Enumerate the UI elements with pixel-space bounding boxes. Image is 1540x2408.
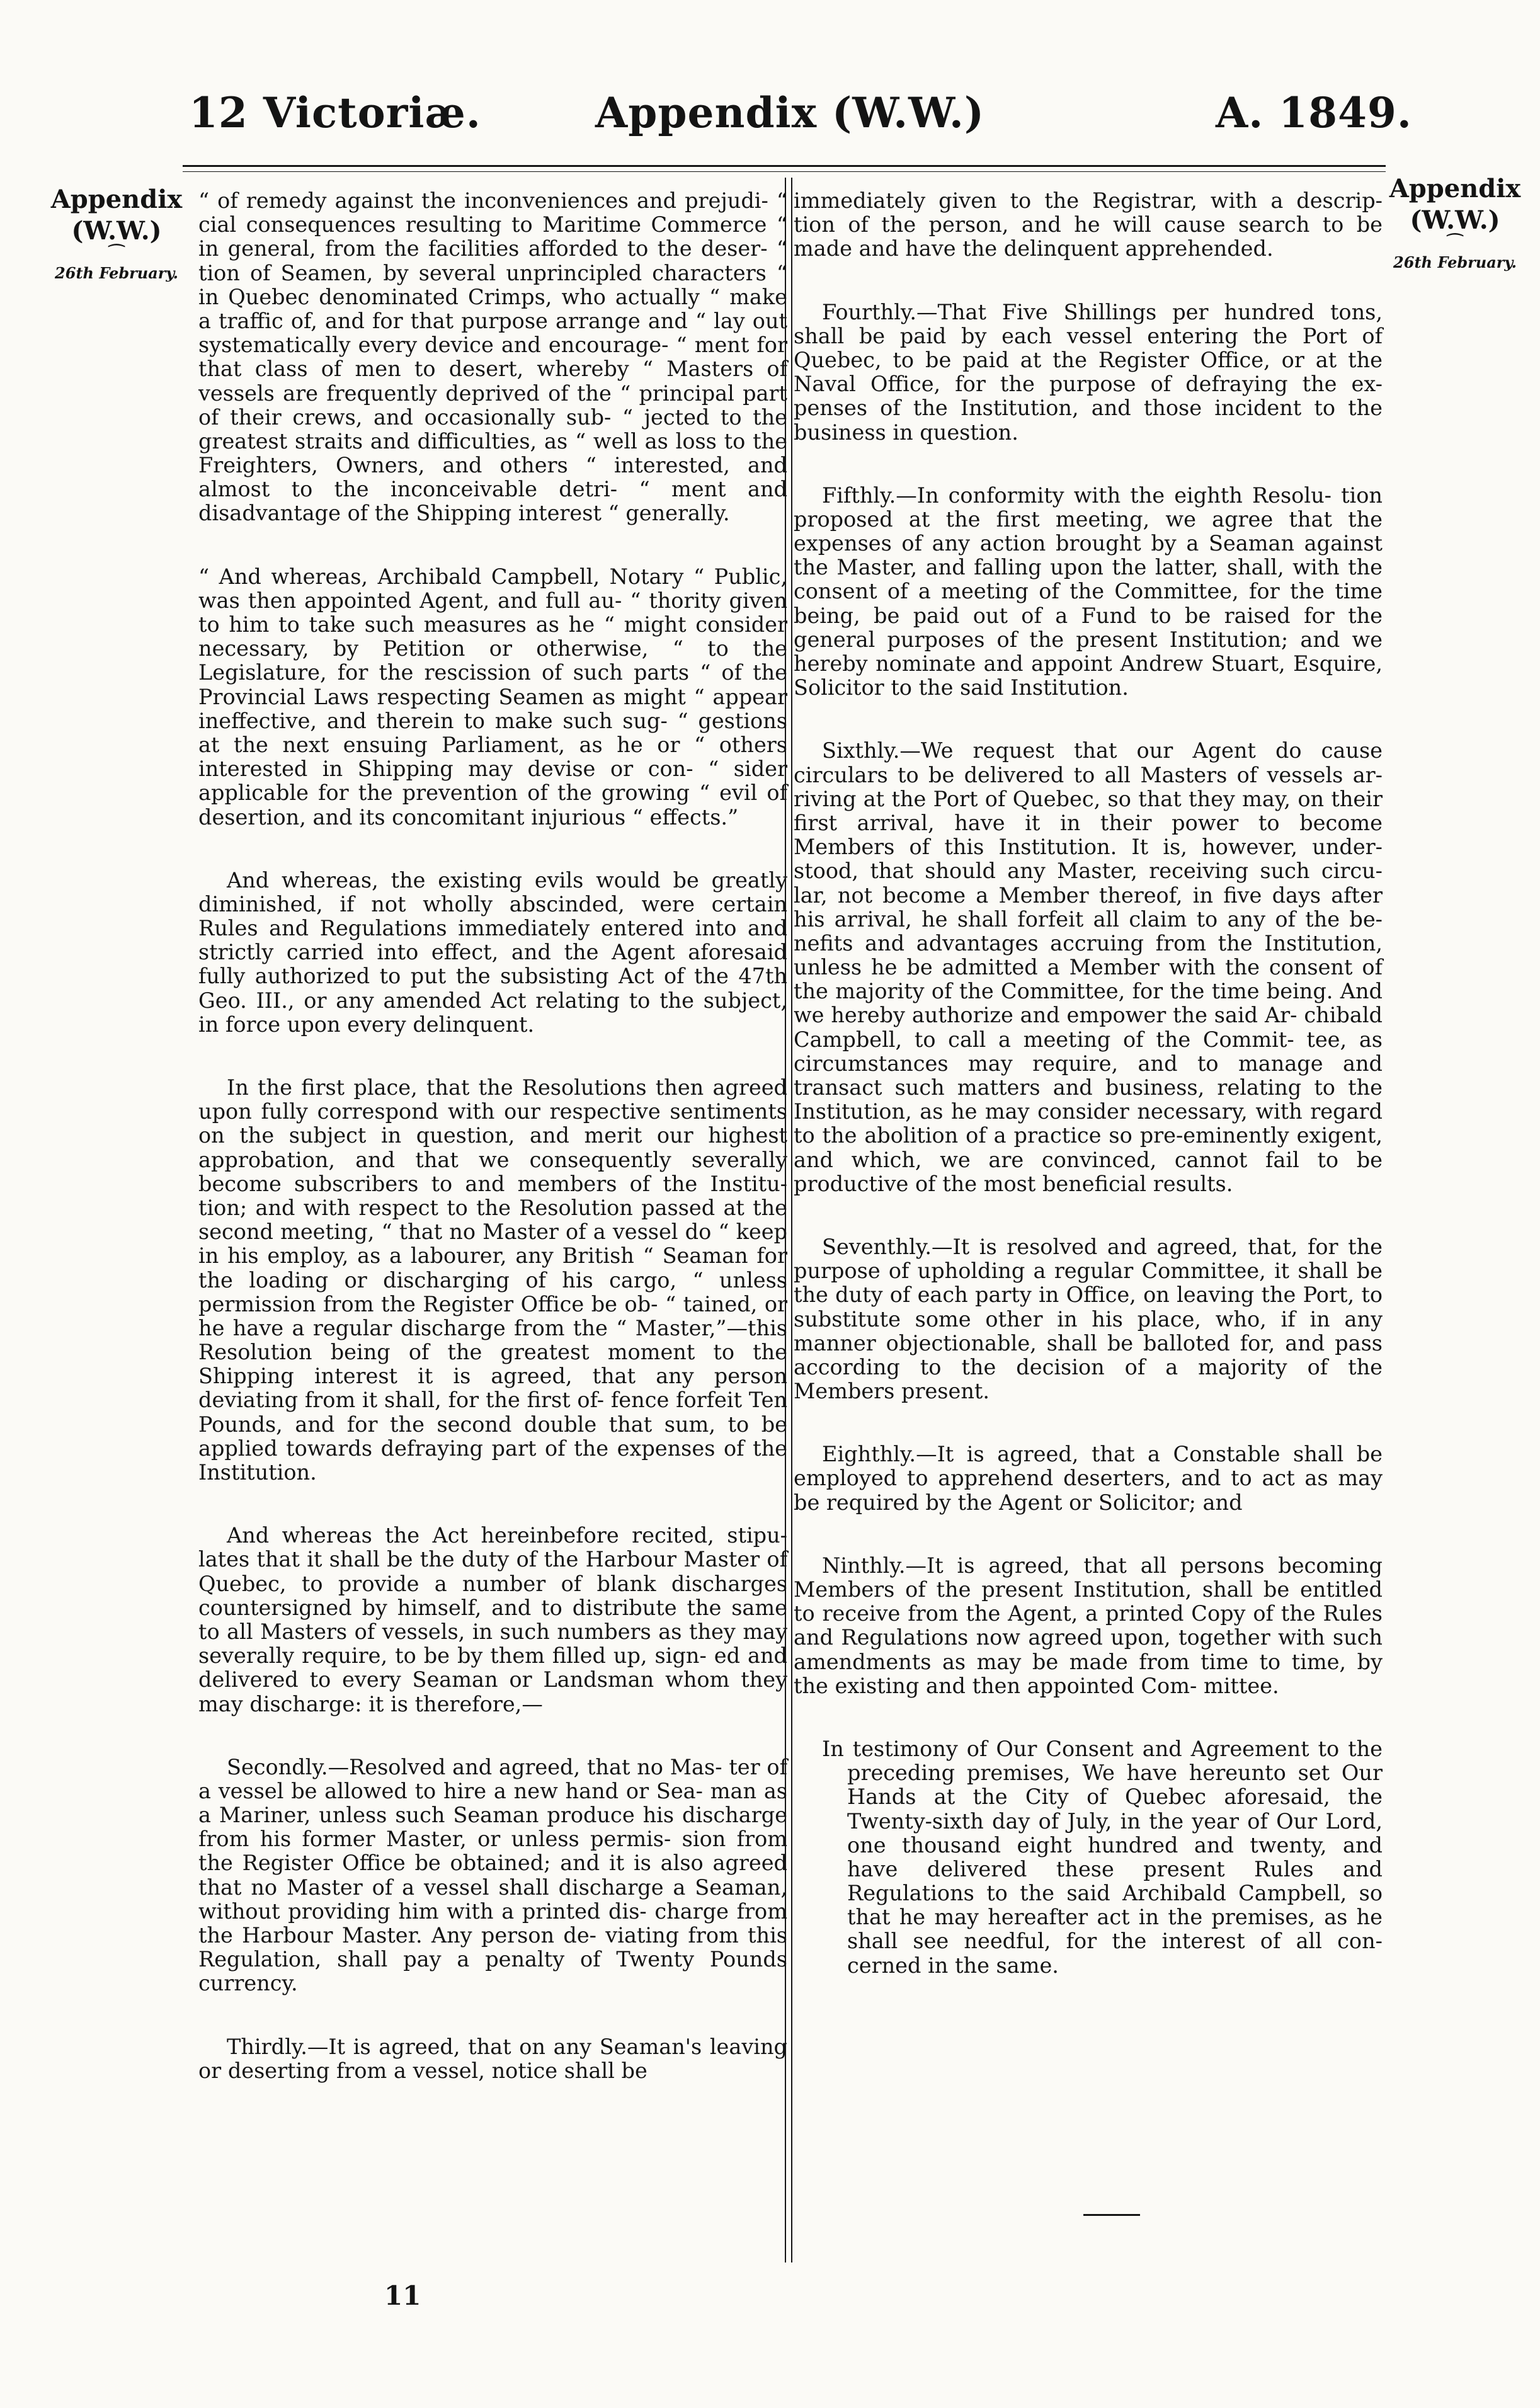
margin-note-right	[1383, 173, 1527, 271]
paragraph-agent-quote: “ And whereas, Archibald Campbell, Notary “ Public, was then appointed Agent, and full au- “ thority given to him to take such measures as he “ might consider necessary, by Petition or otherwise, “ to the Legislature, for the rescission of such parts “ of the Provincial Laws respecting Seamen as might “ appear ineffective, and therein to make such sug- “ gestions at the next ensuing Parliament, as he or “ others interested in Shipping may devise or con- “ sider applicable for the prevention of the growing “ evil of desertion, and its concomitant injurious “ effects.”	[198, 564, 787, 830]
margin-flourish-icon: ⁀	[108, 244, 125, 266]
column-divider-right	[791, 178, 792, 2262]
margin-note-subtitle: (W.W.)	[1410, 205, 1500, 235]
header-rule-bottom	[183, 171, 1386, 172]
closing-rule	[1083, 2214, 1140, 2216]
margin-flourish-icon: ⁀	[1447, 234, 1463, 256]
paragraph-fifthly: Fifthly.—In conformity with the eighth Resolu- tion proposed at the first meeting, we agree that the expenses of any action brought by a Seaman against the Master, and falling upon the latter, shall, with the consent of a meeting of the Committee, for the time being, be paid out of a Fund to be raised for the general purposes of the present Institution; and we hereby nominate and appoint Andrew Stuart, Esquire, Solicitor to the said Institution.	[794, 482, 1383, 700]
paragraph-sixthly: Sixthly.—We request that our Agent do cause circulars to be delivered to all Masters of vessels ar- riving at the Port of Quebec, so that they may, on their first arrival, have it in their power to become Members of this Institution. It is, however, under- stood, that should any Master, receiving such circu- lar, not become a Member thereof, in five days after his arrival, he shall forfeit all claim to any of the be- nefits and advantages accruing from the Institution, unless he be admitted a Member with the consent of the majority of the Committee, for the time being. And we hereby authorize and empower the said Ar- chibald Campbell, to call a meeting of the Commit- tee, as circumstances may require, and to manage and transact such matters and business, relating to the Institution, as he may consider necessary, with regard to the abolition of a practice so pre-eminently exigent, and which, we are convinced, cannot fail to be productive of the most beneficial results.	[794, 738, 1383, 1196]
paragraph-act-recited: And whereas the Act hereinbefore recited, stipu- lates that it shall be the duty of the Harbour Master of Quebec, to provide a number of blank discharges countersigned by himself, and to distribute the same to all Masters of vessels, in such numbers as they may severally require, to be by them filled up, sign- ed and delivered to every Seaman or Landsman whom they may discharge: it is therefore,—	[198, 1523, 787, 1716]
paragraph-seventhly: Seventhly.—It is resolved and agreed, that, for the purpose of upholding a regular Committee, it shall be the duty of each party in Office, on leaving the Port, to substitute some other in his place, who, if in any manner objectionable, shall be balloted for, and pass according to the decision of a majority of the Members present.	[794, 1234, 1383, 1404]
header-rule-top	[183, 165, 1386, 167]
right-column	[794, 189, 1383, 1978]
margin-note-date: 26th February.	[1393, 253, 1517, 271]
left-column	[198, 189, 787, 2083]
margin-note-left	[44, 184, 189, 282]
page-number: 11	[384, 2280, 421, 2311]
paragraph-thirdly: Thirdly.—It is agreed, that on any Seaman's leaving or deserting from a vessel, notice shall be	[198, 2034, 787, 2083]
paragraph-testimony: In testimony of Our Consent and Agreement to the preceding premises, We have hereunto set Our Hands at the City of Quebec aforesaid, the Twenty-sixth day of July, in the year of Our Lord, one thousand eight hundred and twenty, and have delivered these present Rules and Regulations to the said Archibald Campbell, so that he may hereafter act in the premises, as he shall see needful, for the interest of all con- cerned in the same.	[822, 1736, 1383, 1978]
margin-note-title: Appendix	[1389, 174, 1521, 203]
margin-note-title: Appendix	[50, 185, 183, 214]
paragraph-ninthly: Ninthly.—It is agreed, that all persons becoming Members of the present Institution, shall be entitled to receive from the Agent, a printed Copy of the Rules and Regulations now agreed upon, together with such amendments as may be made from time to time, by the existing and then appointed Com- mittee.	[794, 1553, 1383, 1698]
running-header	[0, 88, 1540, 164]
header-appendix-title: Appendix (W.W.)	[595, 88, 985, 137]
paragraph-first-place: In the first place, that the Resolutions then agreed upon fully correspond with our respective sentiments on the subject in question, and merit our highest approbation, and that we consequently severally become subscribers to and members of the Institu- tion; and with respect to the Resolution passed at the second meeting, “ that no Master of a vessel do “ keep in his employ, as a labourer, any British “ Seaman for the loading or discharging of his cargo, “ unless permission from the Register Office be ob- “ tained, or he have a regular discharge from the “ Master,”—this Resolution being of the greatest moment to the Shipping interest it is agreed, that any person deviating from it shall, for the first of- fence forfeit Ten Pounds, and for the second double that sum, to be applied towards defraying part of the expenses of the Institution.	[198, 1075, 787, 1485]
paragraph-eighthly: Eighthly.—It is agreed, that a Constable shall be employed to apprehend deserters, and to act as may be required by the Agent or Solicitor; and	[794, 1442, 1383, 1515]
margin-note-date: 26th February.	[55, 264, 178, 282]
paragraph-preamble-quote: “ of remedy against the inconveniences and prejudi- “ cial consequences resulting to Maritime Commerce “ in general, from the facilities afforded to the deser- “ tion of Seamen, by several unprincipled characters “ in Quebec denominated Crimps, who actually “ make a traffic of, and for that purpose arrange and “ lay out systematically every device and encourage- “ ment for that class of men to desert, whereby “ Masters of vessels are frequently deprived of the “ principal part of their crews, and occasionally sub- “ jected to the greatest straits and difficulties, as “ well as loss to the Freighters, Owners, and others “ interested, and almost to the inconceivable detri- “ ment and disadvantage of the Shipping interest “ generally.	[198, 188, 787, 526]
header-session: 12 Victoriæ.	[189, 88, 481, 137]
paragraph-secondly: Secondly.—Resolved and agreed, that no Mas- ter of a vessel be allowed to hire a new hand or Sea- man as a Mariner, unless such Seaman produce his discharge from his former Master, or unless permis- sion from the Register Office be obtained; and it is also agreed that no Master of a vessel shall discharge a Seaman, without providing him with a printed dis- charge from the Harbour Master. Any person de- viating from this Regulation, shall pay a penalty of Twenty Pounds currency.	[198, 1754, 787, 1996]
paragraph-thirdly-continued: immediately given to the Registrar, with a descrip- tion of the person, and he will cause search to be made and have the delinquent apprehended.	[794, 188, 1383, 261]
paragraph-existing-evils: And whereas, the existing evils would be greatly diminished, if not wholly abscinded, were certain Rules and Regulations immediately entered into and strictly carried into effect, and the Agent aforesaid fully authorized to put the subsisting Act of the 47th Geo. III., or any amended Act relating to the subject, in force upon every delinquent.	[198, 867, 787, 1037]
margin-note-subtitle: (W.W.)	[71, 216, 162, 246]
paragraph-fourthly: Fourthly.—That Five Shillings per hundred tons, shall be paid by each vessel entering the Port of Quebec, to be paid at the Register Office, or at the Naval Office, for the purpose of defraying the ex- penses of the Institution, and those incident to the business in question.	[794, 299, 1383, 445]
header-year: A. 1849.	[1216, 88, 1412, 137]
